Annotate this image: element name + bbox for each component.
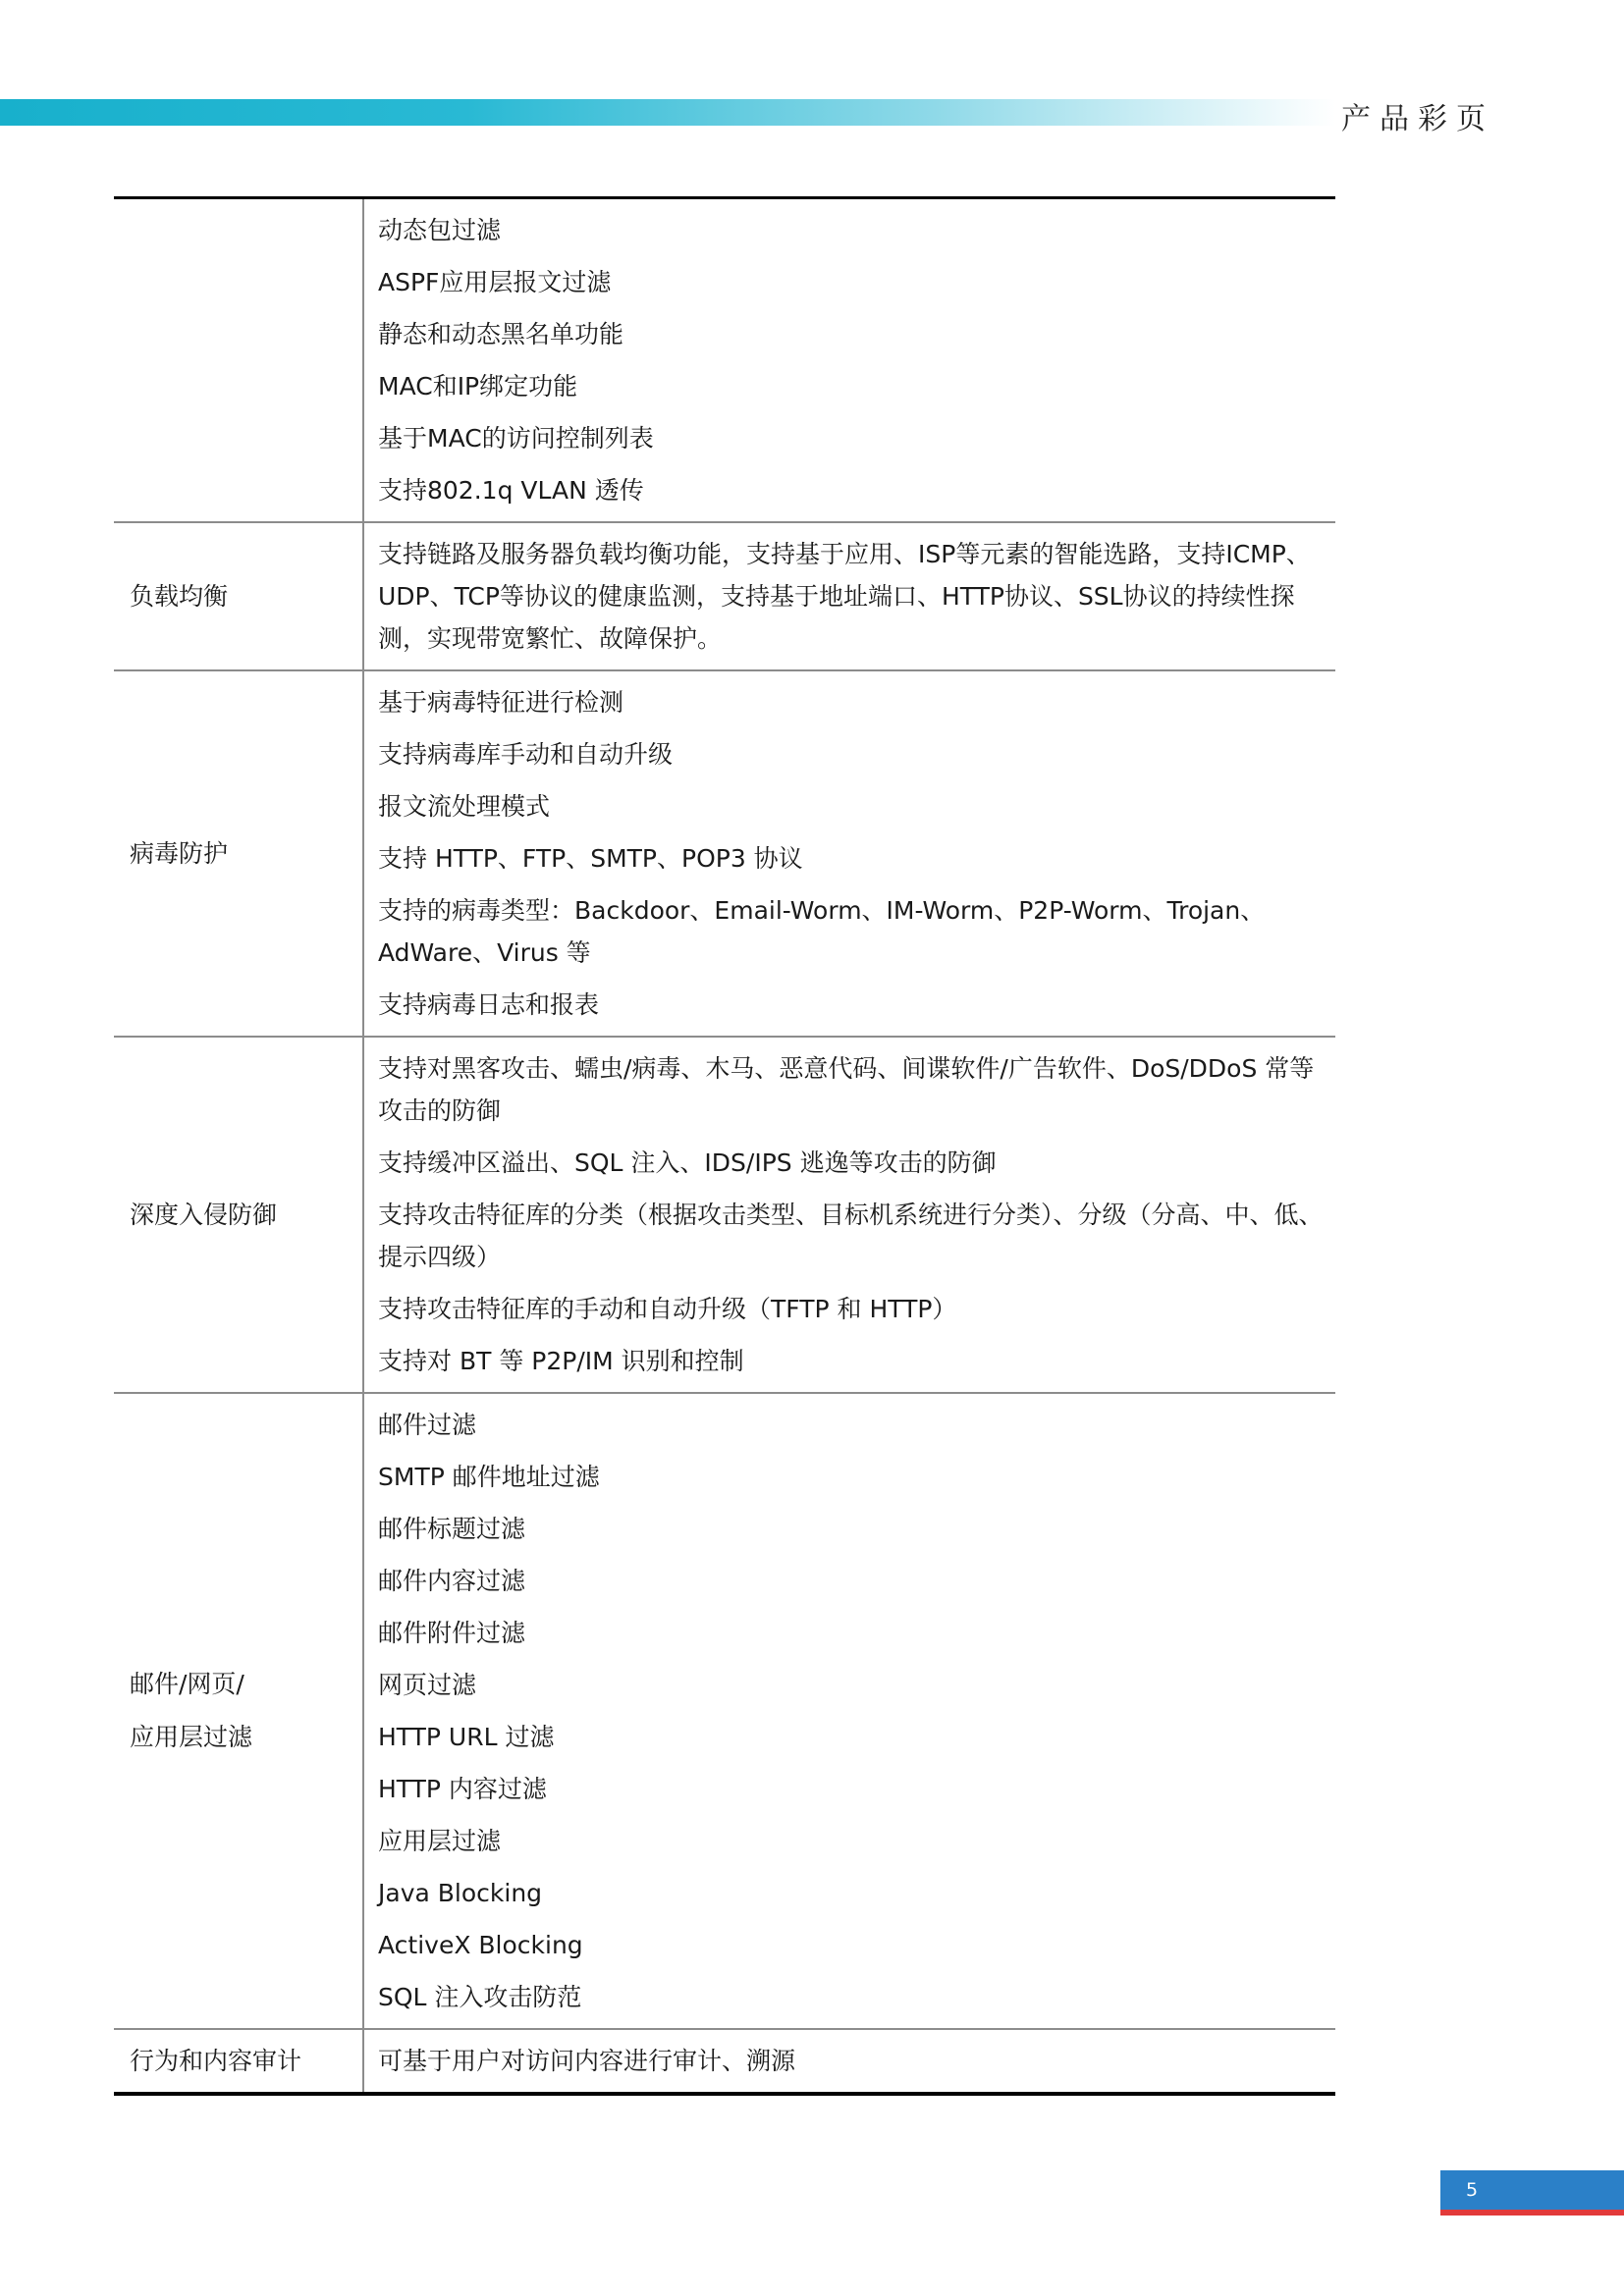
category-label: 深度入侵防御 (130, 1200, 278, 1229)
feature-item: 动态包过滤 (378, 216, 502, 244)
feature-item: Java Blocking (378, 1879, 543, 1907)
feature-item: 邮件过滤 (378, 1411, 477, 1439)
category-cell (114, 198, 363, 523)
category-cell (114, 1393, 363, 2029)
feature-item: 支持病毒日志和报表 (378, 990, 600, 1019)
feature-item: HTTP 内容过滤 (378, 1775, 547, 1803)
category-cell (114, 670, 363, 1037)
category-cell (114, 2029, 363, 2094)
feature-cell (363, 522, 1335, 670)
header-title: 产品彩页 (1341, 102, 1494, 136)
feature-item: MAC和IP绑定功能 (378, 372, 578, 400)
category-label: 负载均衡 (130, 581, 229, 611)
table-row (114, 2029, 1335, 2094)
feature-item: 基于MAC的访问控制列表 (378, 424, 654, 453)
category-label: 邮件/网页/ (130, 1670, 244, 1698)
feature-cell (363, 2029, 1335, 2094)
feature-item: SQL 注入攻击防范 (378, 1983, 582, 2011)
feature-item: 支持病毒库手动和自动升级 (378, 740, 674, 769)
feature-item: 支持链路及服务器负载均衡功能，支持基于应用、ISP等元素的智能选路，支持ICMP、UDP、TCP等协议的健康监测，支持基于地址端口、HTTP协议、SSL协议的持续性探测，实现带宽繁忙、故障保护。 (378, 540, 1311, 653)
table-row (114, 522, 1335, 670)
feature-item: 基于病毒特征进行检测 (378, 688, 624, 717)
feature-item: 应用层过滤 (378, 1827, 502, 1855)
feature-item: 支持802.1q VLAN 透传 (378, 476, 644, 505)
feature-cell (363, 198, 1335, 523)
feature-cell (363, 1037, 1335, 1393)
feature-item: 静态和动态黑名单功能 (378, 320, 624, 348)
category-label: 应用层过滤 (130, 1723, 253, 1751)
feature-item: 支持对黑客攻击、蠕虫/病毒、木马、恶意代码、间谍软件/广告软件、DoS/DDoS 常等攻击的防御 (378, 1054, 1315, 1125)
footer-accent-line (1440, 2210, 1624, 2216)
feature-cell (363, 670, 1335, 1037)
feature-item: SMTP 邮件地址过滤 (378, 1463, 600, 1491)
feature-item: 支持对 BT 等 P2P/IM 识别和控制 (378, 1347, 744, 1375)
feature-item: 支持攻击特征库的手动和自动升级（TFTP 和 HTTP） (378, 1295, 957, 1323)
header-gradient-bar (0, 99, 1335, 126)
feature-cell (363, 1393, 1335, 2029)
feature-item: 邮件内容过滤 (378, 1567, 526, 1595)
feature-item: 支持缓冲区溢出、SQL 注入、IDS/IPS 逃逸等攻击的防御 (378, 1148, 997, 1177)
feature-item: HTTP URL 过滤 (378, 1723, 555, 1751)
feature-item: 邮件附件过滤 (378, 1619, 526, 1647)
feature-item: 报文流处理模式 (378, 792, 551, 821)
feature-item: 支持的病毒类型：Backdoor、Email-Worm、IM-Worm、P2P-Worm、Trojan、AdWare、Virus 等 (378, 896, 1266, 967)
spec-table (114, 196, 1335, 2096)
category-label: 病毒防护 (130, 838, 229, 868)
feature-item: 邮件标题过滤 (378, 1515, 526, 1543)
feature-item: 支持 HTTP、FTP、SMTP、POP3 协议 (378, 844, 803, 873)
category-label: 行为和内容审计 (130, 2046, 302, 2075)
feature-item: ActiveX Blocking (378, 1931, 583, 1959)
feature-item: 支持攻击特征库的分类（根据攻击类型、目标机系统进行分类）、分级（分高、中、低、提示四级） (378, 1201, 1324, 1271)
feature-item: 网页过滤 (378, 1671, 477, 1699)
page-number: 5 (1440, 2170, 1624, 2210)
feature-item: ASPF应用层报文过滤 (378, 268, 612, 296)
table-row (114, 670, 1335, 1037)
category-cell (114, 522, 363, 670)
table-row (114, 198, 1335, 523)
table-row (114, 1393, 1335, 2029)
table-row (114, 1037, 1335, 1393)
category-cell (114, 1037, 363, 1393)
feature-item: 可基于用户对访问内容进行审计、溯源 (378, 2047, 796, 2075)
